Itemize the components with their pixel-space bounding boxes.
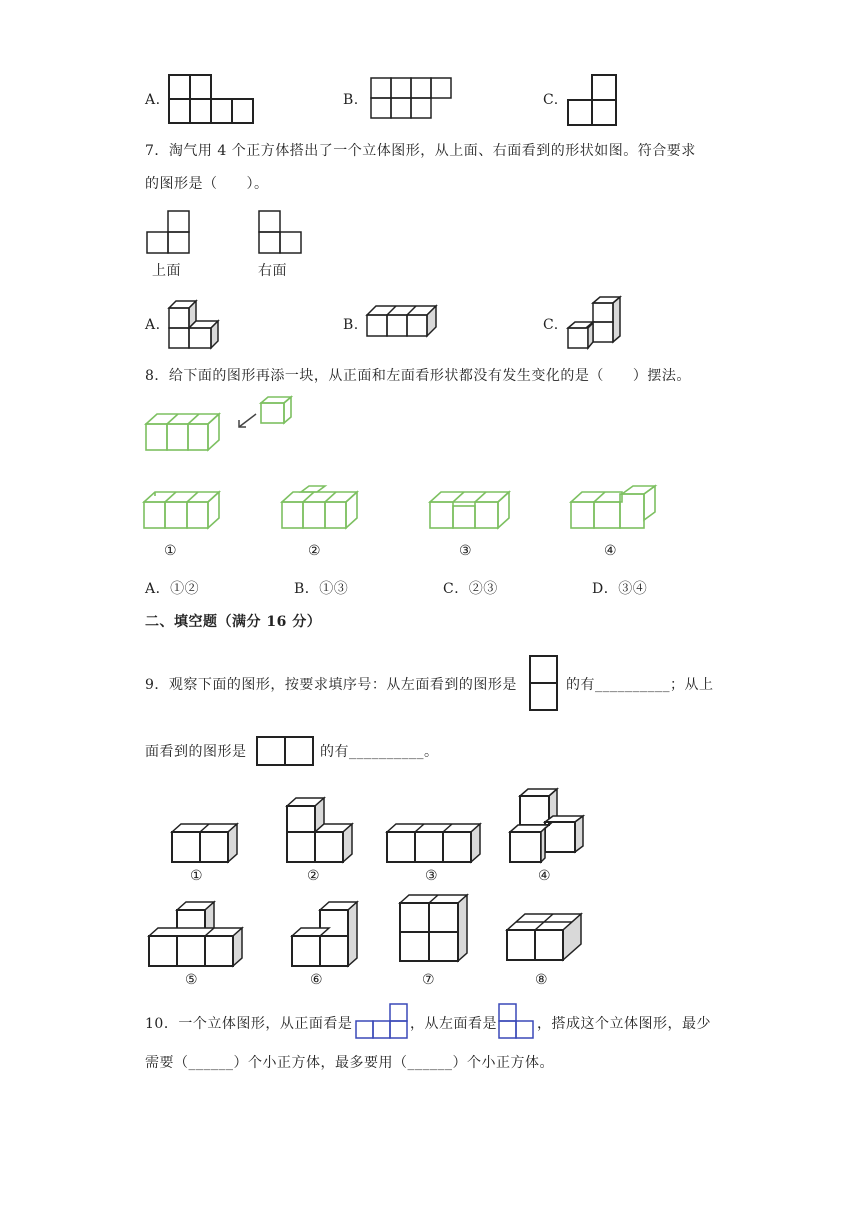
q8-figure-1 (143, 488, 225, 532)
q8-figure-3 (429, 488, 513, 532)
q9-figure-1-label: ① (190, 868, 204, 884)
q8-base-figure (145, 410, 225, 454)
q9-figure-8 (505, 912, 585, 964)
q10-text-line2[interactable]: 需要（______）个小正方体，最多要用（______）个小正方体。 (145, 1055, 554, 1071)
q6-option-a-label: A. (145, 92, 161, 108)
q9-figure-6 (291, 900, 361, 970)
q9-text-b[interactable]: 的有__________；从上 (566, 677, 714, 693)
q7-option-c-figure (566, 296, 624, 354)
q8-figure-2-label: ② (308, 543, 322, 559)
q7-top-view-figure (147, 210, 193, 256)
q8-choice-d[interactable]: D．③④ (592, 581, 648, 597)
q7-top-view-label: 上面 (152, 263, 181, 279)
q6-option-c-label: C. (543, 92, 559, 108)
q9-figure-2-label: ② (307, 868, 321, 884)
arrow-icon (236, 412, 258, 430)
q8-choice-c[interactable]: C．②③ (443, 581, 498, 597)
q9-figure-4 (509, 788, 589, 864)
q7-right-view-figure (258, 210, 304, 256)
q6-option-a-figure (168, 74, 258, 126)
q9-figure-5 (148, 900, 246, 970)
q9-figure-7 (399, 893, 471, 965)
q9-figure-3-label: ③ (425, 868, 439, 884)
q8-choice-a[interactable]: A．①② (145, 581, 200, 597)
q7-right-view-label: 右面 (258, 263, 287, 279)
q7-option-c-label: C. (543, 317, 559, 333)
q10-text-c: ，搭成这个立体图形，最少 (537, 1016, 711, 1032)
q8-text: 8．给下面的图形再添一块，从正面和左面看形状都没有发生变化的是（ ）摆法。 (145, 368, 691, 384)
q10-text-b: ，从左面看是 (410, 1016, 497, 1032)
q7-option-b-label: B. (343, 317, 359, 333)
q10-text-a: 10．一个立体图形，从正面看是 (145, 1016, 353, 1032)
q9-figure-4-label: ④ (538, 868, 552, 884)
q9-text-d[interactable]: 的有__________。 (320, 744, 439, 760)
q8-choice-b[interactable]: B．①③ (294, 581, 349, 597)
q6-option-b-figure (370, 77, 454, 121)
q8-figure-3-label: ③ (459, 543, 473, 559)
q8-figure-1-label: ① (164, 543, 178, 559)
q7-option-b-figure (366, 305, 438, 341)
q7-text-line1: 7．淘气用 4 个正方体搭出了一个立体图形，从上面、右面看到的形状如图。符合要求 (145, 143, 696, 159)
q7-text-line2: 的图形是（ ）。 (145, 176, 269, 192)
q8-figure-2 (281, 484, 363, 532)
q9-top-view-figure (255, 735, 315, 769)
q9-figure-6-label: ⑥ (310, 972, 324, 988)
q8-figure-4-label: ④ (604, 543, 618, 559)
q9-text-c: 面看到的图形是 (145, 744, 247, 760)
q10-left-view-figure (497, 1002, 537, 1040)
q9-figure-2 (286, 796, 356, 864)
q9-figure-7-label: ⑦ (422, 972, 436, 988)
section-title: 二、填空题（满分 16 分） (145, 614, 322, 630)
q6-option-b-label: B. (343, 92, 359, 108)
q9-figure-1 (171, 822, 241, 864)
q8-figure-4 (570, 484, 660, 532)
q10-front-view-figure (354, 1002, 410, 1040)
q9-text-a: 9．观察下面的图形，按要求填序号：从左面看到的图形是 (145, 677, 517, 693)
q9-left-view-figure (528, 654, 560, 714)
q8-extra-cube (259, 395, 295, 425)
q6-option-c-figure (566, 74, 620, 128)
q9-figure-5-label: ⑤ (185, 972, 199, 988)
q9-figure-8-label: ⑧ (535, 972, 549, 988)
q7-option-a-figure (168, 300, 224, 352)
q9-figure-3 (386, 822, 484, 864)
q7-option-a-label: A. (145, 317, 161, 333)
